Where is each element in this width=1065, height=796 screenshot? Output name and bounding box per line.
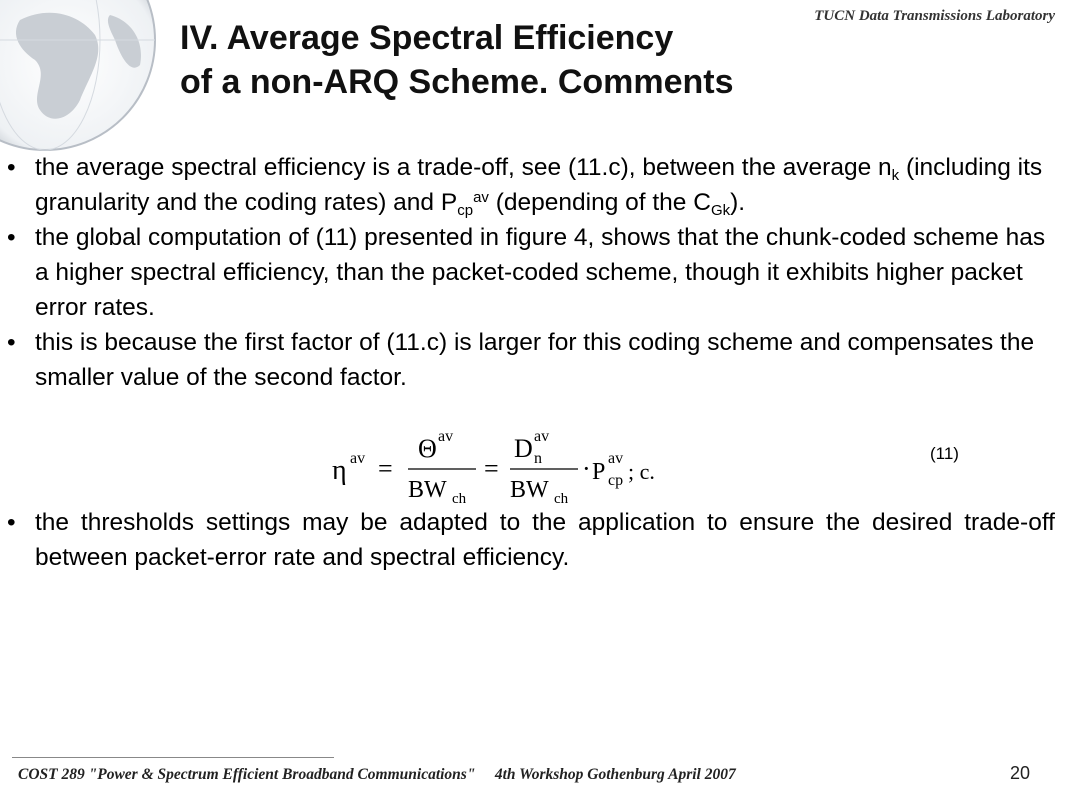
- equation-11: [330, 425, 730, 505]
- footer-text: COST 289 "Power & Spectrum Efficient Broadband Communications" 4th Workshop Gothenburg April 2007: [18, 766, 736, 783]
- bullet-list-2: [7, 505, 1055, 575]
- eq-theta: Θ: [418, 434, 437, 463]
- bullet-item-3: [7, 325, 1055, 395]
- eq-ch-1: ch: [452, 491, 467, 505]
- eq-eta: η: [332, 455, 347, 486]
- bullet-dot: •: [7, 509, 16, 536]
- bullet-2-text: the global computation of (11) presented in figure 4, shows that the chunk-coded scheme has a higher spectral efficiency, than the packet-coded scheme, though it exhibits higher packet error rates.: [35, 224, 1046, 321]
- eq-p-sup: av: [608, 450, 624, 467]
- title-line-1: IV. Average Spectral Efficiency: [180, 19, 674, 57]
- bullet-item-2: [7, 220, 1055, 325]
- eq-theta-sup: av: [438, 428, 454, 445]
- eq-d: D: [514, 434, 533, 463]
- eq-p: P: [592, 459, 606, 485]
- bullet-1-text-4: ).: [730, 189, 746, 216]
- eq-p-sub: cp: [608, 472, 624, 489]
- eq-equals-2: =: [484, 454, 499, 483]
- eq-bw-2: BW: [510, 477, 549, 503]
- bullet-4-text: the thresholds settings may be adapted to the application to ensure the desired trade-off between packet-error rate and spectral efficiency.: [35, 509, 1055, 571]
- subscript-gk: Gk: [710, 202, 731, 219]
- title-line-2: of a non-ARQ Scheme. Comments: [180, 63, 734, 101]
- bullet-1-text-1: the average spectral efficiency is a trade-off, see (11.c), between the average n: [35, 154, 892, 181]
- eq-bw-1: BW: [408, 477, 447, 503]
- bullet-list: [7, 150, 1055, 395]
- page-number: 20: [1010, 763, 1031, 783]
- bullet-1-text-3: (depending of the C: [488, 189, 711, 216]
- equation-number: (11): [930, 444, 959, 463]
- bullet-dot: •: [7, 224, 16, 251]
- eq-eta-sup: av: [350, 450, 366, 467]
- subscript-k: k: [891, 167, 900, 184]
- eq-tail: ; c.: [628, 459, 655, 484]
- eq-dot: ·: [582, 454, 591, 483]
- footer-divider: [12, 757, 334, 758]
- bullet-dot: •: [7, 154, 16, 181]
- bullet-1-text-2: (including its granularity and the coding rates) and P: [35, 154, 1043, 216]
- subscript-cp: cp: [457, 202, 474, 219]
- eq-equals-1: =: [378, 454, 393, 483]
- bullet-3-text: this is because the first factor of (11.c) is larger for this coding scheme and compensates the smaller value of the second factor.: [35, 329, 1035, 391]
- eq-d-sup: av: [534, 428, 550, 445]
- superscript-av: av: [473, 189, 489, 206]
- bullet-item-4: [7, 505, 1055, 575]
- bullet-item-1: [7, 150, 1055, 220]
- eq-d-sub: n: [534, 450, 542, 467]
- slide-title: [180, 16, 734, 104]
- eq-ch-2: ch: [554, 491, 569, 505]
- globe-logo: [0, 0, 160, 155]
- lab-name: TUCN Data Transmissions Laboratory: [814, 8, 1055, 24]
- bullet-dot: •: [7, 329, 16, 356]
